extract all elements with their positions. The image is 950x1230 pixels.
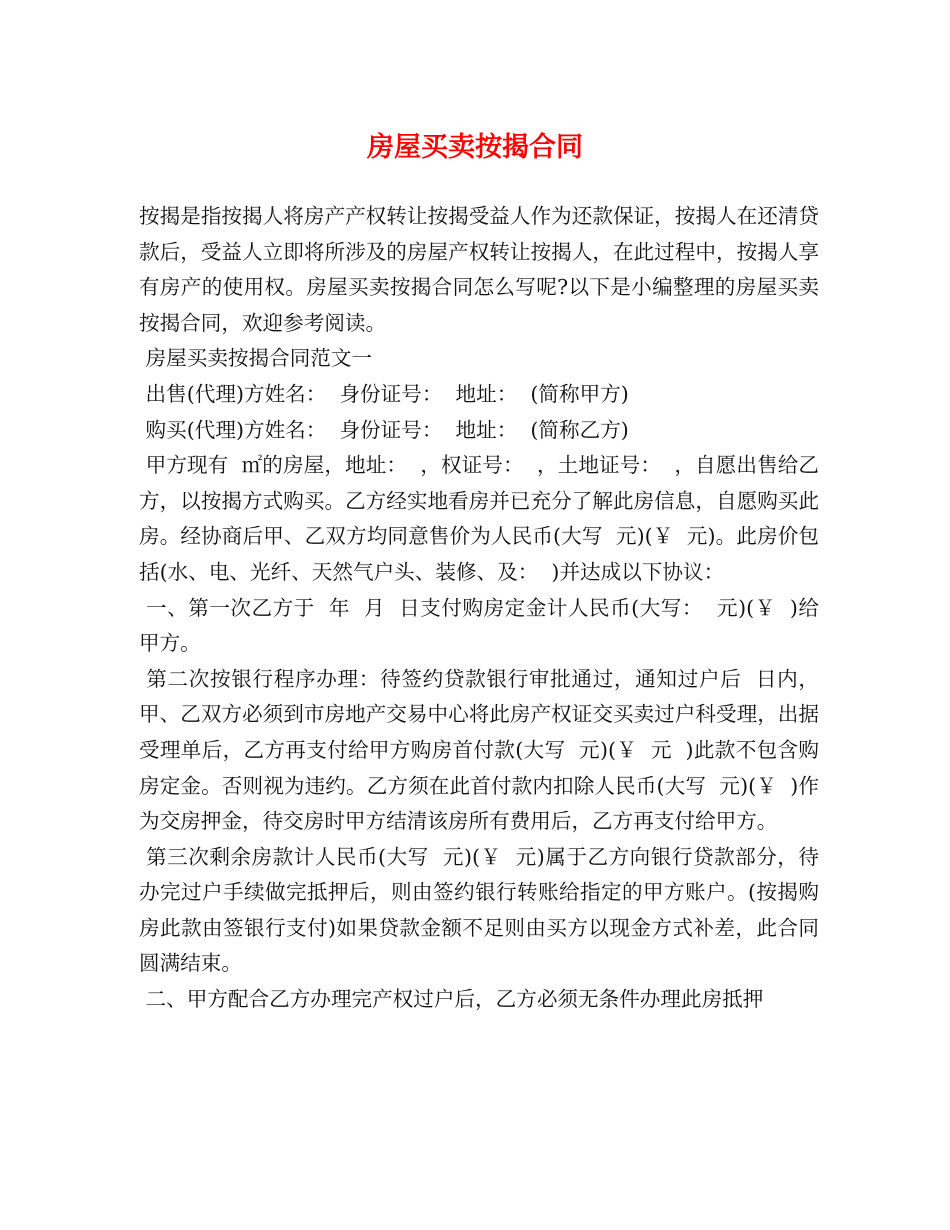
property-paragraph: 甲方现有 ㎡的房屋，地址： ，权证号： ，土地证号： ，自愿出售给乙方，以按揭方式购买。乙方经实地看房并已充分了解此房信息，自愿购买此房。经协商后甲、乙双方均同意售价为人民币(大写 元)(￥ 元)。此房价包括(水、电、光纤、天然气户头、装修、及： )并达成以下协议： bbox=[139, 453, 819, 584]
seller-info-line: 出售(代理)方姓名： 身份证号： 地址： (简称甲方) bbox=[139, 381, 629, 406]
document-body bbox=[139, 199, 819, 1018]
buyer-info-line: 购买(代理)方姓名： 身份证号： 地址： (简称乙方) bbox=[139, 417, 629, 442]
document-title: 房屋买卖按揭合同 bbox=[367, 132, 583, 163]
intro-paragraph: 按揭是指按揭人将房产产权转让按揭受益人作为还款保证，按揭人在还清贷款后，受益人立即将所涉及的房屋产权转让按揭人，在此过程中，按揭人享有房产的使用权。房屋买卖按揭合同怎么写呢?以下是小编整理的房屋买卖按揭合同，欢迎参考阅读。 bbox=[139, 204, 819, 335]
clause-paragraph: 一、第一次乙方于 年 月 日支付购房定金计人民币(大写： 元)(￥ )给甲方。 bbox=[139, 595, 819, 656]
section-heading: 房屋买卖按揭合同范文一 bbox=[139, 346, 373, 371]
clause-paragraph: 第三次剩余房款计人民币(大写 元)(￥ 元)属于乙方向银行贷款部分，待办完过户手续做完抵押后，则由签约银行转账给指定的甲方账户。(按揭购房此款由签银行支付)如果贷款金额不足则由买方以现金方式补差，此合同圆满结束。 bbox=[139, 844, 819, 976]
clause-paragraph: 第二次按银行程序办理：待签约贷款银行审批通过，通知过户后 日内，甲、乙双方必须到市房地产交易中心将此房产权证交买卖过户科受理，出据受理单后，乙方再支付给甲方购房首付款(大写 元)(￥ 元 )此款不包含购房定金。否则视为违约。乙方须在此首付款内扣除人民币(大写 元)(￥ )作为交房押金，待交房时甲方结清该房所有费用后，乙方再支付给甲方。 bbox=[139, 666, 820, 834]
clause-paragraph: 二、甲方配合乙方办理完产权过户后，乙方必须无条件办理此房抵押 bbox=[139, 987, 764, 1012]
